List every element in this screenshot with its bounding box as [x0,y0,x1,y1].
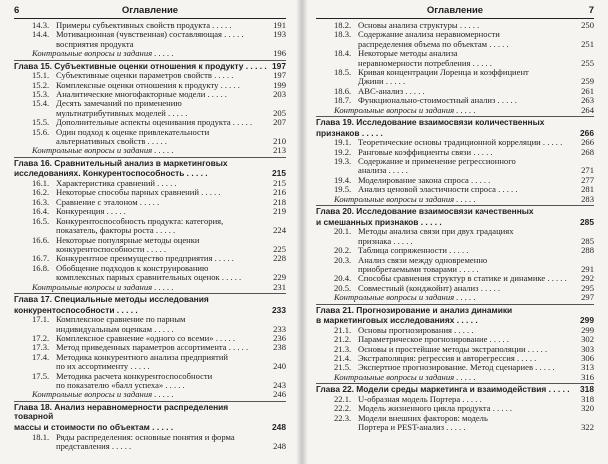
toc-entry-text: Контрольные вопросы и задания [32,281,153,292]
toc-leader-dots: . . . . . [545,273,567,284]
toc-page-number: 229 [273,272,286,283]
toc-leader-dots: . . . . . [163,379,185,390]
toc-leader-dots: . . . . . [487,334,509,345]
toc-chapter-entry [316,207,594,217]
toc-entry-text: Анализ ценовой эластичности спроса [358,184,496,195]
toc-section-number: 17.3. [32,342,50,353]
left-toc [14,21,286,451]
toc-chapter-entry [316,306,594,316]
toc-entry-text: анализа [358,165,387,176]
toc-section-number: 14.4. [32,29,50,40]
toc-section-number: 20.1. [334,226,352,237]
toc-entry-text: Десять замечаний по применению [56,98,182,109]
toc-page-number: 281 [581,184,594,195]
toc-leader-dots: . . . . . [460,393,482,404]
toc-leader-dots: . . . . . [454,315,478,326]
toc-entry-text: Конкурентоспособность продукта: категория, [56,215,224,226]
toc-entry-text: Один подход к оценке привлекательности [56,126,210,137]
toc-leader-dots: . . . . . [495,95,517,106]
toc-questions-entry [316,106,594,115]
toc-leader-dots: . . . . . [457,20,480,30]
toc-entry-text: мультиатрибутивных моделей [56,107,166,118]
toc-entry-text: Ряды распределения: основные понятия и форма [56,431,235,442]
toc-page-number: 268 [581,146,594,157]
toc-leader-dots: . . . . . [104,206,126,217]
toc-page-number: 215 [272,168,286,179]
toc-entry-text: представления [56,440,110,451]
toc-section-number: 19.4. [334,174,352,185]
toc-page-number: 283 [581,193,594,204]
left-page-number: 6 [14,5,20,16]
toc-leader-dots: . . . . . [210,20,232,30]
toc-section-number: 16.5. [32,215,50,226]
toc-entry-text: в маркетинговых исследованиях [316,315,455,326]
toc-leader-dots: . . . . . [446,245,469,256]
toc-section-entry [14,30,286,39]
right-page-header [316,4,594,19]
toc-questions-entry [316,195,594,204]
toc-page-number: 216 [273,187,286,198]
toc-page-number: 203 [273,89,286,100]
toc-entry-text: восприятия продукта [56,38,134,49]
toc-entry-text: Обобщение подходов к конструированию [56,262,209,273]
toc-section-number: 21.3. [334,343,352,354]
toc-leader-dots: . . . . . [222,29,244,40]
toc-entry-text: Глава 20. Исследование взаимосвязи качественных [316,206,534,217]
toc-leader-dots: . . . . . [391,235,413,246]
toc-page-number: 316 [581,371,594,382]
toc-page-number: 288 [581,245,594,256]
toc-section-number: 21.5. [334,362,352,373]
toc-entry-text: комплексных парных сравнительных оценок [56,272,220,283]
toc-entry-text: Анализ связи между одновременно [358,254,488,265]
toc-entry-text: Теоретические основы традиционной корреляции [358,137,541,148]
book-gutter [296,0,308,464]
toc-entry-text: Некоторые методы анализа [358,48,458,59]
toc-entry-text: Контрольные вопросы и задания [32,48,153,59]
toc-section-number: 20.2. [334,245,352,256]
toc-section-number: 19.2. [334,146,352,157]
toc-page-number: 199 [273,79,286,90]
toc-section-number: 14.3. [32,20,50,30]
toc-page-number: 259 [581,76,594,87]
toc-chapter-entry [316,118,594,128]
toc-entry-text: Контрольные вопросы и задания [32,389,153,400]
toc-section-number: 18.7. [334,95,352,106]
toc-section-number: 22.3. [334,412,352,423]
toc-page-number: 318 [581,393,594,404]
toc-section-entry [14,198,286,207]
toc-leader-dots: . . . . . [454,292,476,303]
toc-page-number: 207 [273,117,286,128]
toc-questions-entry [316,293,594,302]
toc-page-number: 197 [272,60,286,71]
toc-page-number: 205 [273,107,286,118]
toc-entry-text: исследованиях. Конкурентоспособность [14,168,185,179]
toc-page-number: 313 [581,362,594,373]
right-page-number: 7 [588,5,594,16]
toc-section-number: 21.2. [334,334,352,345]
toc-page-number: 263 [581,95,594,106]
toc-questions-entry [14,146,286,155]
toc-entry-text: Содержание анализа неравномерности [358,29,500,40]
toc-entry-text: Конкурентное преимущество предприятия [56,253,213,264]
toc-leader-dots: . . . . . [211,70,234,81]
toc-leader-dots: . . . . . [212,253,234,264]
toc-entry-text: неравномерности потребления [358,57,471,68]
toc-page-number: 291 [581,263,594,274]
toc-entry-text: Глава 16. Сравнительный анализ в маркетинговых [14,157,228,168]
toc-leader-dots: . . . . . [226,342,249,353]
toc-entry-text: Экстраполяция: регрессия и авторегрессия [358,352,515,363]
toc-entry-text: Основы и простейшие методы экстраполяции [358,343,526,354]
toc-page-number: 240 [273,361,286,372]
toc-page-number: 277 [581,174,594,185]
toc-entry-text: ABC-анализ [358,85,404,96]
toc-entry-text: Контрольные вопросы и задания [32,145,153,156]
toc-leader-dots: . . . . . [496,184,518,195]
toc-entry-text: альтернативных свойств [56,136,146,147]
toc-leader-dots: . . . . . [540,137,563,148]
toc-leader-dots: . . . . . [128,361,150,372]
toc-entry-text: Комплексное сравнение по парным [56,314,186,325]
toc-leader-dots: . . . . . [149,421,174,432]
toc-leader-dots: . . . . . [198,187,221,198]
toc-section-number: 19.1. [334,137,352,148]
toc-page-number: 197 [273,70,286,81]
toc-page-number: 246 [273,389,286,400]
toc-entry-text: Контрольные вопросы и задания [334,292,455,303]
toc-leader-dots: . . . . . [213,332,236,343]
toc-page-number: 191 [273,20,286,30]
toc-page-number: 233 [272,304,286,315]
toc-entry-text: Модели внешних факторов: модель [358,412,488,423]
toc-leader-dots: . . . . . [533,362,555,373]
toc-entry-text: Способы сравнения структур в статике и динамике [358,273,546,284]
toc-entry-text: Некоторые популярные методы оценки [56,234,200,245]
toc-chapter-entry [14,403,286,422]
toc-page-number: 218 [273,196,286,207]
toc-page-number: 231 [273,281,286,292]
toc-page-number: 193 [273,29,286,40]
toc-leader-dots: . . . . . [243,60,267,71]
toc-section-number: 22.1. [334,393,352,404]
toc-section-number: 16.1. [32,178,50,189]
toc-leader-dots: . . . . . [153,225,176,236]
right-page-header-title: Оглавление [426,5,484,16]
toc-section-number: 18.6. [334,85,352,96]
toc-page-number: 264 [581,104,594,115]
left-page-header [14,4,286,19]
toc-chapter-entry [14,295,286,305]
toc-page-number: 210 [273,136,286,147]
toc-entry-text: U-образная модель Портера [358,393,461,404]
toc-section-number: 21.1. [334,324,352,335]
toc-entry-text: Характеристика сравнений [56,178,156,189]
toc-entry-text: Контрольные вопросы и задания [334,104,455,115]
toc-entry-text: Некоторые способы парных сравнений [56,187,199,198]
toc-section-number: 21.4. [334,352,352,363]
toc-entry-text: Кривая концентрации Лоренца и коэффициент [358,67,529,78]
toc-leader-dots: . . . . . [152,323,174,334]
toc-entry-text: Методика конкурентного анализа предприятий [56,351,229,362]
toc-page-number: 297 [581,292,594,303]
toc-entry-text: Аналитические многофакторные модели [56,89,206,100]
toc-leader-dots: . . . . . [137,196,160,207]
toc-leader-dots: . . . . . [454,371,476,382]
toc-entry-text: Совместный (конджойнт) анализ [358,282,479,293]
toc-entry-text: Экспертное прогнозирование. Метод сценариев [358,362,533,373]
toc-entry-text: конкурентоспособности [56,243,145,254]
toc-leader-dots: . . . . . [152,48,174,59]
toc-entry-text: Контрольные вопросы и задания [334,193,455,204]
toc-page-number: 295 [581,282,594,293]
toc-leader-dots: . . . . . [452,324,474,335]
toc-section-number: 17.4. [32,351,50,362]
toc-page-number: 285 [581,235,594,246]
toc-page-number: 236 [273,332,286,343]
toc-chapter-entry [14,159,286,169]
toc-leader-dots: . . . . . [152,389,174,400]
toc-entry-text: Конкуренция [56,206,105,217]
toc-page-number: 299 [581,324,594,335]
toc-entry-text: Метод приведенных параметров ассортимента [56,342,227,353]
toc-entry-text: Глава 21. Прогнозирование и анализ динамики [316,304,513,315]
toc-page-number: 322 [581,421,594,432]
toc-entry-text: Параметрическое прогнозирование [358,334,488,345]
toc-section-number: 16.6. [32,234,50,245]
toc-section-number: 19.3. [334,156,352,167]
toc-section-entry [14,353,286,362]
toc-section-entry [316,423,594,432]
toc-leader-dots: . . . . . [152,145,174,156]
toc-section-number: 17.5. [32,370,50,381]
toc-section-number: 15.6. [32,126,50,137]
toc-entry-text: Сравнение с эталоном [56,196,138,207]
toc-page-number: 248 [272,421,286,432]
toc-entry-text: Глава 19. Исследование взаимосвязи количественных [316,117,545,128]
toc-page-number: 261 [581,85,594,96]
toc-entry-text: Основы прогнозирования [358,324,453,335]
toc-entry-text: Функционально-стоимостный анализ [358,95,496,106]
toc-page-number: 233 [273,323,286,334]
toc-questions-entry [14,283,286,292]
toc-section-number: 15.4. [32,98,50,109]
toc-entry-text: Портера и PEST-анализ [358,421,444,432]
toc-leader-dots: . . . . . [546,384,570,395]
toc-entry-text: Содержание и применение регрессионного [358,156,516,167]
toc-page-number: 302 [581,334,594,345]
toc-section-number: 16.2. [32,187,50,198]
toc-section-number: 18.4. [334,48,352,59]
toc-page-number: 238 [273,342,286,353]
toc-page-number: 320 [581,403,594,414]
toc-entry-text: Глава 17. Специальные методы исследования [14,293,209,304]
toc-section-entry [14,442,286,451]
toc-leader-dots: . . . . . [109,440,132,451]
toc-entry-text: Основы анализа структуры [358,20,458,30]
toc-leader-dots: . . . . . [478,282,501,293]
toc-section-number: 19.5. [334,184,352,195]
toc-page-number: 224 [273,225,286,236]
toc-leader-dots: . . . . . [219,272,242,283]
toc-section-number: 16.4. [32,206,50,217]
toc-leader-dots: . . . . . [184,168,208,179]
toc-section-number: 17.1. [32,314,50,325]
right-page [300,0,608,464]
toc-section-number: 20.3. [334,254,352,265]
toc-page-number: 219 [273,206,286,217]
toc-entry-text: массы и стоимости по объектам [14,421,150,432]
toc-entry-text: признаков [316,127,360,138]
toc-leader-dots: . . . . . [144,243,167,254]
right-toc [316,21,594,432]
toc-leader-dots: . . . . . [383,76,406,87]
toc-section-number: 16.7. [32,253,50,264]
left-page [0,0,300,464]
toc-page-number: 213 [273,145,286,156]
toc-entry-text: Ранговые коэффициенты связи [358,146,472,157]
toc-questions-entry [14,390,286,399]
toc-leader-dots: . . . . . [525,343,548,354]
toc-leader-dots: . . . . . [454,193,476,204]
toc-section-number: 15.2. [32,79,50,90]
toc-page-number: 292 [581,273,594,284]
toc-section-number: 16.3. [32,196,50,207]
toc-entry-text: Мотивационная (чувственная) составляющая [56,29,222,40]
toc-leader-dots: . . . . . [487,38,509,49]
toc-entry-text: Примеры субъективных свойств продукта [56,20,211,30]
toc-entry-text: индивидуальным оценкам [56,323,153,334]
toc-page-number: 299 [580,315,594,326]
toc-entry-text: Джини [358,76,384,87]
toc-leader-dots: . . . . . [155,178,177,189]
toc-section-number: 17.2. [32,332,50,343]
toc-questions-entry [316,373,594,382]
toc-section-number: 18.5. [334,67,352,78]
toc-entry-text: Субъективные оценки параметров свойств [56,70,212,81]
toc-leader-dots: . . . . . [230,117,253,128]
toc-leader-dots: . . . . . [418,216,442,227]
toc-section-number: 18.1. [32,431,50,442]
toc-leader-dots: . . . . . [471,146,493,157]
toc-entry-text: распределения объема по объектам [358,38,488,49]
toc-page-number: 228 [273,253,286,264]
toc-page-number: 248 [273,440,286,451]
toc-leader-dots: . . . . . [470,57,492,68]
toc-leader-dots: . . . . . [514,352,537,363]
toc-entry-text: по их ассортименту [56,361,129,372]
toc-leader-dots: . . . . . [457,263,479,274]
toc-section-number: 15.3. [32,89,50,100]
toc-page-number: 215 [273,178,286,189]
toc-page-number: 318 [580,384,594,395]
toc-leader-dots: . . . . . [114,304,138,315]
toc-leader-dots: . . . . . [165,107,188,118]
toc-page-number: 196 [273,48,286,59]
toc-section-number: 22.2. [334,403,352,414]
toc-page-number: 303 [581,343,594,354]
toc-entry-text: Глава 22. Модели среды маркетинга и взаимодействия [316,384,547,395]
toc-leader-dots: . . . . . [145,136,167,147]
toc-page-number: 271 [581,165,594,176]
toc-leader-dots: . . . . . [468,174,491,185]
left-page-header-title: Оглавление [121,5,179,16]
toc-leader-dots: . . . . . [454,104,476,115]
toc-entry-text: конкурентоспособности [14,304,115,315]
toc-page-number: 266 [581,137,594,148]
toc-section-number: 15.1. [32,70,50,81]
toc-section-number: 20.5. [334,282,352,293]
toc-section-number: 15.5. [32,117,50,128]
toc-entry-text: Комплексные оценки отношения к продукту [56,79,219,90]
toc-leader-dots: . . . . . [403,85,425,96]
toc-page-number: 255 [581,57,594,68]
toc-entry-text: Дополнительные аспекты оценивания продукта [56,117,231,128]
toc-entry-text: Глава 18. Анализ неравномерности распределения товарной [14,401,229,422]
toc-entry-text: показатель, факторы роста [56,225,154,236]
toc-page-number: 251 [581,38,594,49]
toc-leader-dots: . . . . . [359,127,383,138]
toc-section-number: 20.4. [334,273,352,284]
toc-entry-text: приобретаемыми товарами [358,263,458,274]
toc-entry-text: Методы анализа связи при двух градациях [358,226,514,237]
toc-entry-text: Методика расчета конкурентоспособности [56,370,213,381]
toc-entry-text: и смешанных признаков [316,216,419,227]
toc-leader-dots: . . . . . [386,165,408,176]
toc-leader-dots: . . . . . [443,421,466,432]
toc-page-number: 250 [581,20,594,30]
toc-page-number: 225 [273,243,286,254]
toc-entry-text: Модель жизненного цикла продукта [358,403,491,414]
toc-entry-text: Глава 15. Субъективные оценки отношения к продукту [14,60,244,71]
toc-leader-dots: . . . . . [490,403,513,414]
toc-entry-text: Контрольные вопросы и задания [334,371,455,382]
toc-entry-text: Моделирование закона спроса [358,174,469,185]
toc-page-number: 306 [581,352,594,363]
toc-leader-dots: . . . . . [152,281,174,292]
toc-entry-text: по показателю «балл успеха» [56,379,164,390]
toc-page-number: 285 [580,216,594,227]
toc-section-entry [14,433,286,442]
toc-section-number: 16.8. [32,262,50,273]
toc-section-number: 18.3. [334,29,352,40]
toc-section-number: 18.2. [334,20,352,30]
toc-entry-text: Таблица сопряженности [358,245,447,256]
toc-page-number: 243 [273,379,286,390]
toc-questions-entry [14,49,286,58]
toc-entry-text: признака [358,235,392,246]
toc-page-number: 266 [580,127,594,138]
toc-leader-dots: . . . . . [205,89,227,100]
toc-leader-dots: . . . . . [218,79,240,90]
toc-entry-text: Комплексное сравнение «одного со всеми» [56,332,214,343]
